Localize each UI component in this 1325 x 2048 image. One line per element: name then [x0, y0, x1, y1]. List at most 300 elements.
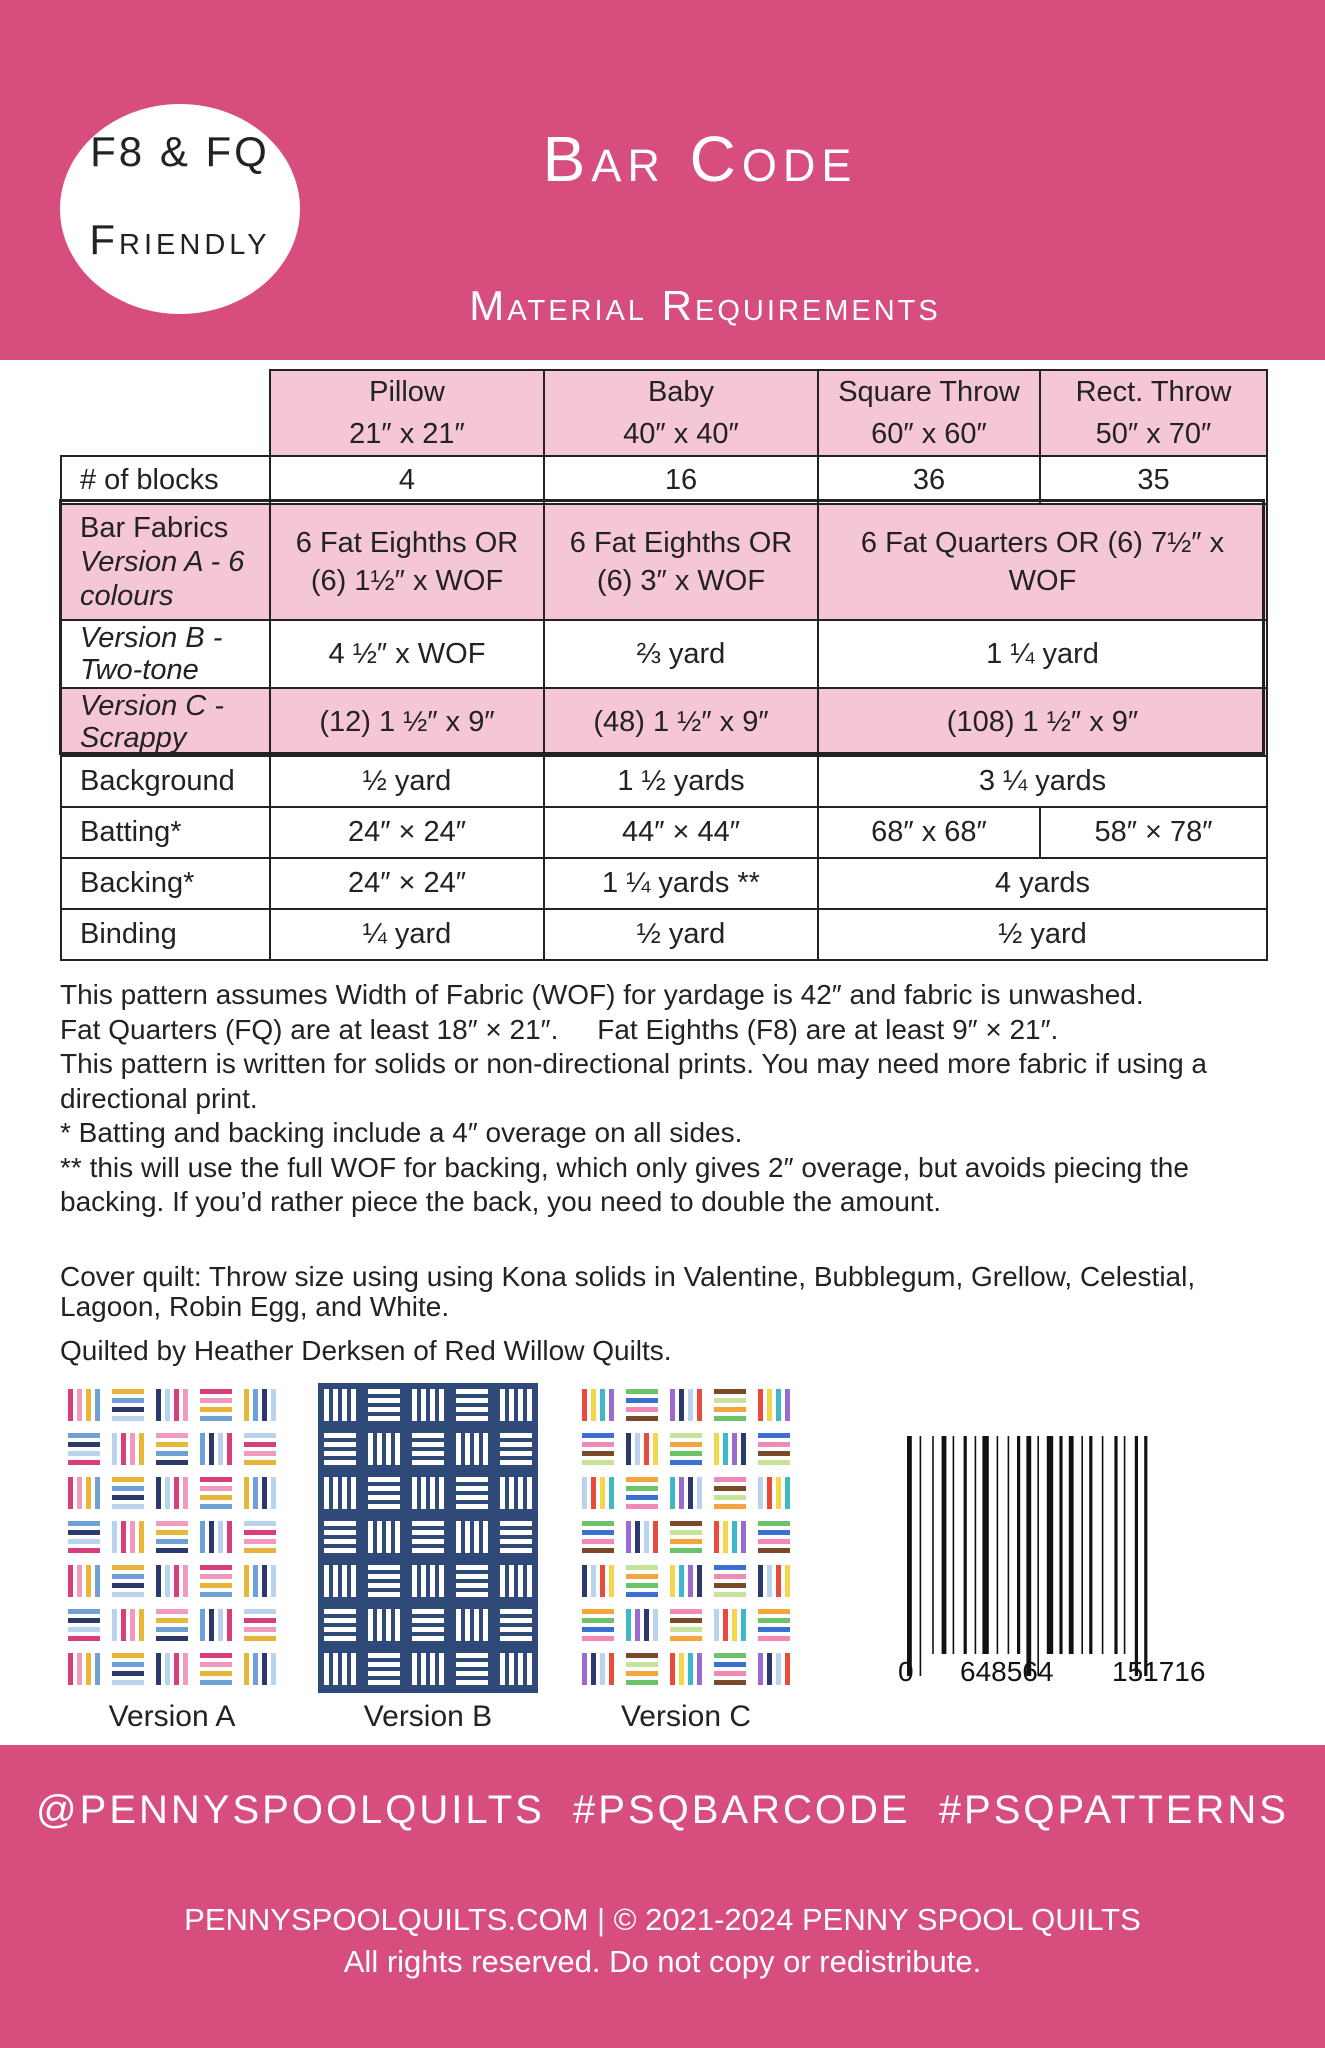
- quilt-bar: [156, 1530, 188, 1535]
- quilt-bar: [86, 1653, 91, 1685]
- quilt-bar: [121, 1433, 126, 1465]
- quilt-bar: [174, 1477, 179, 1509]
- quilt-bar: [670, 1539, 702, 1544]
- quilt-bar: [200, 1592, 232, 1597]
- quilt-bar: [244, 1451, 276, 1456]
- quilt-bar: [582, 1653, 587, 1685]
- quilt-bar: [165, 1477, 170, 1509]
- quilt-bar: [368, 1407, 400, 1412]
- table-cell: 6 Fat Eighths OR (6) 3″ x WOF: [544, 504, 818, 620]
- quilt-bar: [714, 1671, 746, 1676]
- quilt-bar: [626, 1565, 658, 1570]
- quilt-bar: [626, 1433, 631, 1465]
- quilt-bar: [626, 1398, 658, 1403]
- quilt-bar: [342, 1477, 347, 1509]
- quilt-bar: [714, 1398, 746, 1403]
- material-requirements-table: [60, 369, 1268, 961]
- quilt-bar: [386, 1609, 391, 1641]
- quilt-bar: [456, 1433, 461, 1465]
- quilt-bar: [333, 1653, 338, 1685]
- version-b-label: Version B: [363, 1700, 493, 1733]
- quilt-version-c-image: [576, 1383, 796, 1693]
- quilt-bar: [244, 1653, 249, 1685]
- quilt-bar: [244, 1539, 276, 1544]
- quilt-bar: [218, 1521, 223, 1553]
- quilt-bar: [500, 1451, 532, 1456]
- quilt-bar: [244, 1548, 276, 1553]
- quilt-bar: [412, 1460, 444, 1465]
- quilt-bar: [582, 1530, 614, 1535]
- quilt-bar: [333, 1389, 338, 1421]
- quilt-bar: [670, 1565, 675, 1597]
- quilt-bar: [324, 1460, 356, 1465]
- quilt-bar: [430, 1653, 435, 1685]
- quilt-bar: [500, 1627, 532, 1632]
- quilt-bar: [412, 1627, 444, 1632]
- quilt-bar: [609, 1653, 614, 1685]
- quilt-bar: [68, 1636, 100, 1641]
- quilt-bar: [758, 1477, 763, 1509]
- quilt-bar: [271, 1477, 276, 1509]
- quilt-bar: [200, 1653, 232, 1658]
- quilt-bar: [714, 1565, 746, 1570]
- quilt-bar: [421, 1653, 426, 1685]
- quilt-bar: [582, 1548, 614, 1553]
- quilt-bar: [324, 1653, 329, 1685]
- quilt-bar: [324, 1565, 329, 1597]
- quilt-bar: [412, 1530, 444, 1535]
- quilt-bar: [644, 1521, 649, 1553]
- quilt-bar: [456, 1521, 461, 1553]
- barcode-bar: [1114, 1436, 1117, 1654]
- quilt-bar: [253, 1565, 258, 1597]
- quilt-bar: [421, 1389, 426, 1421]
- quilt-bar: [626, 1389, 658, 1394]
- quilt-bar: [68, 1548, 100, 1553]
- quilt-bar: [714, 1574, 746, 1579]
- quilt-bar: [68, 1442, 100, 1447]
- quilt-bar: [582, 1627, 614, 1632]
- quilt-bar: [714, 1389, 746, 1394]
- table-row: [61, 858, 1267, 909]
- quilt-bar: [644, 1609, 649, 1641]
- barcode-bar: [1089, 1436, 1092, 1654]
- barcode-bar: [964, 1436, 967, 1654]
- quilt-bar: [518, 1653, 523, 1685]
- table-cell: ½ yard: [270, 756, 544, 807]
- quilt-bar: [474, 1609, 479, 1641]
- quilt-bar: [68, 1521, 100, 1526]
- col-header-pillow: Pillow 21″ x 21″: [270, 370, 544, 456]
- version-a-label: Version A: [108, 1700, 236, 1733]
- quilt-bar: [68, 1477, 73, 1509]
- quilt-bar: [368, 1477, 400, 1482]
- quilt-bar: [368, 1574, 400, 1579]
- barcode-bar: [1102, 1436, 1104, 1654]
- quilt-bar: [500, 1530, 532, 1535]
- quilt-bar: [439, 1389, 444, 1421]
- quilt-bar: [227, 1609, 232, 1641]
- quilt-bar: [112, 1583, 144, 1588]
- quilt-bar: [456, 1504, 488, 1509]
- quilt-bar: [500, 1548, 532, 1553]
- quilt-bar: [653, 1433, 658, 1465]
- quilt-bar: [218, 1433, 223, 1465]
- table-cell: ½ yard: [544, 909, 818, 960]
- barcode-bar: [975, 1436, 977, 1654]
- quilt-bar: [670, 1477, 675, 1509]
- quilt-bar: [582, 1433, 614, 1438]
- quilt-bar: [714, 1495, 746, 1500]
- quilt-bar: [253, 1653, 258, 1685]
- quilt-bar: [95, 1653, 100, 1685]
- quilt-bar: [626, 1574, 658, 1579]
- quilt-bar: [732, 1433, 737, 1465]
- quilt-bar: [439, 1565, 444, 1597]
- quilt-bar: [244, 1636, 276, 1641]
- quilt-bar: [200, 1574, 232, 1579]
- quilt-bar: [86, 1477, 91, 1509]
- quilt-bar: [430, 1477, 435, 1509]
- badge-line-2: Friendly: [89, 216, 271, 263]
- barcode-bar: [942, 1436, 947, 1654]
- quilt-bar: [776, 1477, 781, 1509]
- quilt-bar: [395, 1433, 400, 1465]
- table-row: [61, 620, 1267, 688]
- quilt-bar: [500, 1477, 505, 1509]
- quilt-bar: [509, 1477, 514, 1509]
- quilt-bar: [430, 1389, 435, 1421]
- quilt-bar: [688, 1565, 693, 1597]
- pattern-title: Bar Code: [542, 123, 858, 195]
- quilt-bar: [386, 1433, 391, 1465]
- quilt-bar: [483, 1521, 488, 1553]
- quilt-bar: [112, 1680, 144, 1685]
- col-header-square-throw: Square Throw 60″ x 60″: [818, 370, 1040, 456]
- quilt-bar: [368, 1662, 400, 1667]
- quilt-bar: [456, 1609, 461, 1641]
- quilt-bar: [456, 1407, 488, 1412]
- quilt-bar: [500, 1609, 532, 1614]
- quilt-bar: [368, 1398, 400, 1403]
- quilt-bar: [156, 1521, 188, 1526]
- quilt-bar: [626, 1592, 658, 1597]
- quilt-bar: [183, 1565, 188, 1597]
- row-label-background: Background: [61, 756, 270, 807]
- quilt-bar: [200, 1565, 232, 1570]
- quilt-bar: [758, 1565, 763, 1597]
- table-corner: [61, 370, 270, 456]
- barcode-bar: [1026, 1436, 1031, 1676]
- quilt-bar: [582, 1460, 614, 1465]
- table-row: [61, 909, 1267, 960]
- quilt-bar: [183, 1653, 188, 1685]
- quilt-bar: [758, 1451, 790, 1456]
- quilt-bar: [412, 1539, 444, 1544]
- quilt-bar: [271, 1653, 276, 1685]
- quilt-bar: [368, 1521, 373, 1553]
- quilt-bar: [714, 1477, 746, 1482]
- quilt-bar: [635, 1521, 640, 1553]
- quilt-bar: [209, 1521, 214, 1553]
- quilt-bar: [68, 1565, 73, 1597]
- quilt-bar: [227, 1433, 232, 1465]
- quilt-bar: [456, 1680, 488, 1685]
- quilt-bar: [465, 1433, 470, 1465]
- quilt-bar: [635, 1609, 640, 1641]
- quilt-bar: [200, 1486, 232, 1491]
- quilt-bar: [324, 1451, 356, 1456]
- quilt-bar: [156, 1477, 161, 1509]
- quilt-bar: [767, 1565, 772, 1597]
- quilt-bar: [714, 1592, 746, 1597]
- quilt-bar: [723, 1609, 728, 1641]
- quilt-bar: [697, 1477, 702, 1509]
- table-row: [61, 756, 1267, 807]
- quilt-bar: [324, 1477, 329, 1509]
- quilt-bar: [68, 1530, 100, 1535]
- quilt-bar: [412, 1609, 444, 1614]
- table-cell: 6 Fat Eighths OR (6) 1½″ x WOF: [270, 504, 544, 620]
- quilt-bar: [262, 1389, 267, 1421]
- quilt-bar: [412, 1653, 417, 1685]
- barcode-bar: [1069, 1436, 1074, 1654]
- table-cell: 24″ × 24″: [270, 807, 544, 858]
- quilt-bar: [112, 1609, 117, 1641]
- quilt-bar: [758, 1521, 790, 1526]
- quilt-version-a-image: [62, 1383, 282, 1693]
- quilt-bar: [333, 1477, 338, 1509]
- quilt-bar: [244, 1433, 276, 1438]
- quilt-bar: [412, 1451, 444, 1456]
- quilt-bar: [500, 1539, 532, 1544]
- quilt-bar: [474, 1521, 479, 1553]
- quilt-bar: [324, 1627, 356, 1632]
- quilt-bar: [412, 1442, 444, 1447]
- quilt-version-b-image: [318, 1383, 538, 1693]
- barcode-digits-right: 151716: [1112, 1656, 1206, 1687]
- quilt-bar: [518, 1477, 523, 1509]
- quilt-bar: [324, 1521, 356, 1526]
- barcode-bar: [1144, 1436, 1147, 1676]
- barcode-bar: [1135, 1436, 1138, 1676]
- quilt-bar: [456, 1653, 488, 1658]
- table-cell: 1 ½ yards: [544, 756, 818, 807]
- quilt-bar: [200, 1389, 232, 1394]
- table-cell: 3 ¼ yards: [818, 756, 1267, 807]
- quilt-bar: [626, 1521, 631, 1553]
- quilt-bar: [714, 1416, 746, 1421]
- quilt-bar: [456, 1565, 488, 1570]
- quilt-bar: [670, 1442, 702, 1447]
- quilt-bar: [758, 1609, 790, 1614]
- quilt-bar: [591, 1653, 596, 1685]
- table-cell: 24″ × 24″: [270, 858, 544, 909]
- quilt-bar: [377, 1433, 382, 1465]
- barcode-bar: [1059, 1436, 1062, 1654]
- quilt-bar: [368, 1680, 400, 1685]
- friendly-badge: [60, 104, 300, 314]
- quilt-bar: [156, 1389, 161, 1421]
- quilt-bar: [758, 1618, 790, 1623]
- quilt-bar: [758, 1530, 790, 1535]
- quilt-bar: [112, 1662, 144, 1667]
- quilt-background: [318, 1383, 538, 1693]
- table-cell: 16: [544, 456, 818, 504]
- row-label-binding: Binding: [61, 909, 270, 960]
- quilt-bar: [714, 1653, 746, 1658]
- quilt-bar: [500, 1565, 505, 1597]
- quilt-bar: [139, 1521, 144, 1553]
- quilt-bar: [785, 1653, 790, 1685]
- quilt-bar: [139, 1433, 144, 1465]
- quilt-bar: [626, 1495, 658, 1500]
- table-row: [61, 456, 1267, 504]
- quilt-bar: [670, 1460, 702, 1465]
- quilt-bar: [165, 1565, 170, 1597]
- quilt-bar: [244, 1530, 276, 1535]
- table-cell: ½ yard: [818, 909, 1267, 960]
- quilt-bar: [165, 1389, 170, 1421]
- quilt-bar: [500, 1433, 532, 1438]
- quilt-bar: [421, 1565, 426, 1597]
- quilt-bar: [714, 1662, 746, 1667]
- table-cell: 6 Fat Quarters OR (6) 7½″ x WOF: [818, 504, 1267, 620]
- quilt-bar: [758, 1627, 790, 1632]
- quilt-bar: [342, 1653, 347, 1685]
- social-hashtags: @PENNYSPOOLQUILTS #PSQBARCODE #PSQPATTERNS: [36, 1788, 1289, 1832]
- quilt-bar: [412, 1618, 444, 1623]
- quilt-bar: [156, 1653, 161, 1685]
- quilt-bar: [591, 1477, 596, 1509]
- quilt-bar: [582, 1618, 614, 1623]
- quilt-bar: [156, 1548, 188, 1553]
- badge-line-1: F8 & FQ: [90, 128, 270, 175]
- quilt-bar: [527, 1565, 532, 1597]
- quilt-bar: [626, 1407, 658, 1412]
- quilt-bar: [112, 1477, 144, 1482]
- quilt-bar: [758, 1653, 763, 1685]
- quilt-bar: [723, 1433, 728, 1465]
- quilt-bar: [112, 1495, 144, 1500]
- quilt-bar: [697, 1389, 702, 1421]
- quilt-bar: [456, 1583, 488, 1588]
- quilt-bar: [430, 1565, 435, 1597]
- quilt-bar: [688, 1653, 693, 1685]
- quilt-bar: [351, 1653, 356, 1685]
- quilt-bar: [670, 1618, 702, 1623]
- table-cell: 4 ½″ x WOF: [270, 620, 544, 688]
- quilt-bar: [271, 1389, 276, 1421]
- barcode-bar: [1017, 1436, 1020, 1654]
- quilt-bar: [95, 1389, 100, 1421]
- quilt-bar: [130, 1609, 135, 1641]
- quilt-bar: [635, 1433, 640, 1465]
- quilt-bar: [785, 1389, 790, 1421]
- quilt-bar: [670, 1433, 702, 1438]
- quilt-bar: [456, 1592, 488, 1597]
- row-label-blocks: # of blocks: [61, 456, 270, 504]
- cover-quilt-note: Cover quilt: Throw size using using Kona solids in Valentine, Bubblegum, Grellow, Celestial, Lagoon, Robin Egg, and White.: [60, 1261, 1196, 1322]
- quilt-bar: [200, 1407, 232, 1412]
- quilt-bar: [386, 1521, 391, 1553]
- barcode-bar: [1081, 1436, 1083, 1654]
- quilt-bar: [714, 1504, 746, 1509]
- quilt-bar: [253, 1389, 258, 1421]
- quilt-bar: [456, 1671, 488, 1676]
- quilt-bar: [644, 1433, 649, 1465]
- quilt-bar: [741, 1433, 746, 1465]
- row-label-backing: Backing*: [61, 858, 270, 909]
- section-subtitle: Material Requirements: [469, 282, 941, 329]
- quilt-bar: [456, 1416, 488, 1421]
- quilt-bar: [200, 1583, 232, 1588]
- quilt-bar: [456, 1477, 488, 1482]
- quilt-bar: [324, 1609, 356, 1614]
- quilt-bar: [112, 1653, 144, 1658]
- quilt-bar: [112, 1433, 117, 1465]
- quilt-bar: [244, 1389, 249, 1421]
- quilt-bar: [324, 1539, 356, 1544]
- quilt-bar: [324, 1433, 356, 1438]
- quilt-bar: [714, 1680, 746, 1685]
- quilt-bar: [679, 1565, 684, 1597]
- quilt-bar: [368, 1486, 400, 1491]
- quilt-bar: [209, 1433, 214, 1465]
- note-batting: * Batting and backing include a 4″ overage on all sides.: [60, 1117, 743, 1148]
- barcode-bar: [1037, 1436, 1039, 1676]
- product-barcode: [905, 1430, 1245, 1690]
- row-label-version-b: Version B - Two-tone: [61, 620, 270, 688]
- quilt-bar: [758, 1460, 790, 1465]
- quilt-bar: [600, 1477, 605, 1509]
- quilt-bar: [342, 1565, 347, 1597]
- quilt-bar: [156, 1460, 188, 1465]
- quilt-bar: [670, 1609, 702, 1614]
- quilt-bar: [156, 1565, 161, 1597]
- quilt-bar: [670, 1389, 675, 1421]
- note-wof: This pattern assumes Width of Fabric (WOF) for yardage is 42″ and fabric is unwashed.: [60, 979, 1144, 1010]
- quilt-bar: [262, 1565, 267, 1597]
- quilt-bar: [112, 1416, 144, 1421]
- quilt-bar: [670, 1530, 702, 1535]
- quilt-bar: [653, 1521, 658, 1553]
- col-header-rect-throw: Rect. Throw 50″ x 70″: [1040, 370, 1267, 456]
- quilt-bar: [368, 1389, 400, 1394]
- quilt-bar: [244, 1565, 249, 1597]
- quilt-bar: [351, 1389, 356, 1421]
- quilt-bar: [324, 1548, 356, 1553]
- quilt-bar: [412, 1548, 444, 1553]
- barcode-bar: [932, 1436, 934, 1654]
- table-cell: 4 yards: [818, 858, 1267, 909]
- quilt-bar: [112, 1671, 144, 1676]
- quilt-bar: [95, 1565, 100, 1597]
- table-row: [61, 688, 1267, 756]
- quilt-bar: [130, 1433, 135, 1465]
- quilt-bar: [112, 1486, 144, 1491]
- quilt-bar: [174, 1389, 179, 1421]
- quilt-bar: [500, 1442, 532, 1447]
- quilt-bar: [156, 1442, 188, 1447]
- quilt-bar: [456, 1398, 488, 1403]
- table-cell: 44″ × 44″: [544, 807, 818, 858]
- quilt-bar: [591, 1565, 596, 1597]
- quilt-bar: [68, 1627, 100, 1632]
- note-directional: This pattern is written for solids or non-directional prints. You may need more fabric if using a directional print.: [60, 1048, 1208, 1114]
- quilt-bar: [262, 1653, 267, 1685]
- quilt-bar: [626, 1486, 658, 1491]
